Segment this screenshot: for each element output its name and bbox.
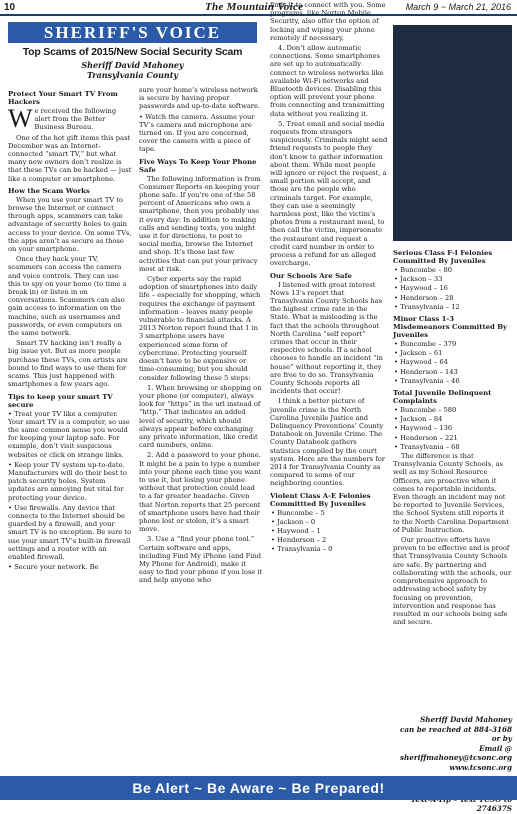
text-a-tip: 274637S	[476, 804, 512, 814]
section-banner: SHERIFF'S VOICE	[8, 22, 257, 43]
list-item: • Transylvania – 46	[394, 376, 460, 385]
stats-list-misdemeanors	[393, 340, 512, 385]
list-item: • Henderson – 28	[394, 293, 454, 302]
list-item: • Buncombe – 80	[394, 266, 453, 274]
intro-text: e received the following alert from the Better Business Bureau.	[34, 107, 117, 132]
contact-phone: can be reached at 884-3168 or by	[399, 724, 512, 744]
subhead-scam-works: How the Scam Works	[8, 186, 90, 195]
issue-date: March 9 ~ March 21, 2016	[405, 2, 511, 12]
list-item: • Buncombe – 580	[394, 406, 457, 415]
byline-office: Transylvania County	[86, 70, 179, 80]
list-item: • Jackson – 0	[271, 517, 316, 526]
paragraph: I think a better picture of juvenile crime is the North Carolina Juvenile Justice and Delinquency Preventions’ County Databook on Juvenile Crime. The County Databook gathers statistics compiled by the court system. Here are the numbers for 2014 for Transylvania County as compared to some of our neighboring counties.	[270, 397, 385, 488]
list-item: • Henderson – 143	[394, 367, 458, 376]
paragraph: 1. When browsing or shopping on your phone (or computer), always look for “https” in the url instead of “http.” That indicates an added level of security, which should always appear before exchanging any private information, like credit card numbers, online.	[139, 383, 262, 450]
paragraph: finds it to connect with you. Some programs, like Norton Mobile Security, also offer the option of locking and wiping your phone remotely if necessary.	[270, 1, 386, 42]
paragraph: Our proactive efforts have proven to be effective and is proof that Transylvania County Schools are safe. By partnering and collaborating with the schools, our comprehensive approach to addressing school safety by focusing on prevention, intervention and response has resulted in our schools being safe and secure.	[393, 536, 512, 627]
contact-name: Sheriff David Mahoney	[420, 715, 512, 724]
article-headline: Top Scams of 2015/New Social Security Scam	[22, 46, 243, 58]
list-item: • Jackson – 84	[394, 415, 443, 424]
masthead: The Mountain Voice	[205, 1, 304, 13]
page-number: 10	[4, 2, 16, 13]
paragraph: 2. Add a password to your phone. It might be a pain to type a number into your phone each time you want to use it, but losing your phone without that protection could lead to a far greater headache. Given that Norton reports that 25 percent of smartphone users have had their phone lost or stolen, it’s a smart move.	[139, 451, 262, 534]
paragraph: 5. Treat email and social media requests from strangers suspiciously. Criminals might send friend requests to people they don’t know to gather information about them. While most people will ignore or reject the request, a small portion will accept, and those are the people who criminals target. For example, they can use a seemingly harmless post, like the victim’s photos from a restaurant meal, to then call the victim, impersonate the restaurant and request a credit card number in order to process a refund for an alleged overcharge.	[270, 119, 388, 268]
list-item: • Henderson – 221	[394, 433, 458, 442]
byline-name: Sheriff David Mahoney	[81, 60, 184, 70]
column-3	[270, 1, 388, 772]
byline	[8, 60, 257, 80]
column-2	[139, 86, 263, 772]
list-item: • Jackson – 33	[394, 275, 443, 284]
subhead-tips: Tips to keep your smart TV secure	[8, 392, 113, 409]
paragraph: Smart TV hacking isn’t really a big issue yet. But as more people purchase these TVs, con artists are bound to find ways to use them for scams. This just happened with smartphones a few years ago.	[8, 339, 128, 389]
list-item: • Haywood – 16	[394, 284, 448, 293]
paragraph: One of the hot gift items this past December was an Internet-connected “smart TV,” but what many new owners don’t realize is that these TVs can be hacked — just like a computer or smartphone.	[8, 133, 132, 183]
contact-website: www.tcsonc.org	[449, 762, 512, 772]
subhead-total-complaints: Total Juvenile Delinquent Complaints	[393, 389, 492, 406]
list-item: • Henderson – 2	[271, 536, 327, 545]
stats-list-total	[393, 406, 512, 451]
list-item: • Buncombe – 379	[394, 340, 457, 349]
page-header	[0, 0, 517, 16]
subhead-smart-tv: Protect Your Smart TV From Hackers	[8, 90, 118, 106]
paragraph: Once they hack your TV, scammers can access the camera and voice controls. They can use this to spy on your home (to time a break in) or listen in on conversations. Scammers can also gain access to information on the machine, such as usernames and passwords, or even computers on the same network.	[8, 255, 127, 338]
tip-item: • Watch the camera. Assume your TV’s camera and microphone are turned on. If you are concerned, cover the camera with a piece of tape.	[139, 112, 255, 154]
list-item: • Transylvania – 0	[271, 545, 333, 554]
list-item: • Haywood – 64	[394, 358, 448, 367]
list-item: • Haywood – 1	[271, 526, 321, 535]
list-item: • Haywood – 136	[394, 424, 453, 433]
subhead-serious-felonies: Serious Class F-I Felonies Committed By Juveniles	[393, 249, 493, 265]
subhead-violent-felonies: Violent Class A-E Felonies Committted By Juveniles	[270, 491, 371, 508]
stats-list-violent	[270, 509, 388, 554]
subhead-phone-safe: Five Ways To Keep Your Phone Safe	[139, 157, 257, 174]
contact-email: Email @ sheriffmahoney@tcsonc.org	[400, 743, 512, 763]
tip-item: • Use firewalls. Any device that connects to the Internet should be guarded by a firewall, and your smart TV is no exception. Be sure to use your smart TV’s built-in firewall settings and a router with an enabled firewall.	[8, 503, 132, 561]
footer-banner: Be Alert ~ Be Aware ~ Be Prepared!	[0, 776, 517, 800]
column-4	[393, 245, 512, 715]
paragraph: 4. Don’t allow automatic connections. Some smartphones are set up to automatically connect to wireless networks like available Wi-Fi networks and Bluetooth devices. Disabling this option will prevent your phone from connecting and transmitting data without you realizing it.	[270, 44, 385, 118]
paragraph: The following information is from Consumer Reports on keeping your phone safe. If you’re one of the 58 percent of Americans who own a smartphone, then you probably use it every day: In addition to making calls and sending texts, you might use it for directions, to post to social media, browse the Internet and shop. It’s those last few activities that can put your privacy most at risk.	[139, 174, 261, 273]
stats-list-serious	[393, 266, 512, 311]
intro-paragraph	[8, 104, 132, 133]
drop-cap: W	[8, 104, 33, 133]
paragraph: sure your home’s wireless network is secure by having proper passwords and up-to-date software.	[139, 86, 261, 111]
list-item: • Transylvania – 68	[394, 442, 460, 451]
subhead-schools-safe: Our Schools Are Safe	[270, 271, 352, 280]
sheriff-photo	[393, 25, 512, 241]
paragraph: When you use your smart TV to browse the Internet or connect through apps, scammers can take advantage of security holes to gain access to your device. On some TVs, the apps aren’t as secure as those on your smartphone.	[8, 195, 132, 254]
paragraph: 3. Use a “find your phone tool.” Certain software and apps, including Find My iPhone (and Find My Phone for Android), make it easy to find your phone if you lose it and help anyone who	[139, 535, 263, 585]
paragraph: I listened with great interest News 13’s report that Transylvania County Schools has the highest crime rate in the State. What is misleading is the fact that the schools throughout North Carolina “self report” crimes that occur in their respective schools. If a school chooses to handle an incident “in house” without reporting it, they are free to do so. Transylvania County Schools reports all incidents that occur!	[270, 280, 383, 396]
list-item: • Transylvania – 12	[394, 302, 460, 311]
tip-item: • Keep your TV system up-to-date. Manufacturers will do their best to patch security holes. System updates are annoying but vital for protecting your device.	[8, 460, 127, 502]
subhead-misdemeanors: Minor Class 1-3 Misdemeanors Committed By Juveniles	[393, 315, 508, 340]
column-1	[8, 86, 132, 772]
paragraph: Cyber experts say the rapid adoption of smartphones into daily life – especially for shopping, which requires the exchange of payment information – leaves many people vulnerable to financial attacks. A 2013 Norton report found that 1 in 3 smartphone users have experienced some form of cybercrime. Protecting yourself doesn’t have to be expensive or time-consuming, but you should consider following these 5 steps:	[139, 275, 261, 382]
list-item: • Buncombe – 5	[271, 508, 325, 517]
tip-item: • Treat your TV like a computer. Your smart TV is a computer, so use the same common sense you would for keeping your laptop safe. For example, don’t visit suspicious websites or click on strange links.	[8, 409, 130, 459]
paragraph: The difference is that Transylvania County Schools, as well as my School Resource Officers, are proactive when it comes to reportable incidents. Even though an incident may not be reported to Juvenile Services, the School System still reports it to the North Carolina Department of Public Instruction.	[393, 452, 509, 534]
tip-item: • Secure your network. Be	[8, 563, 99, 572]
list-item: • Jackson – 61	[394, 349, 443, 358]
